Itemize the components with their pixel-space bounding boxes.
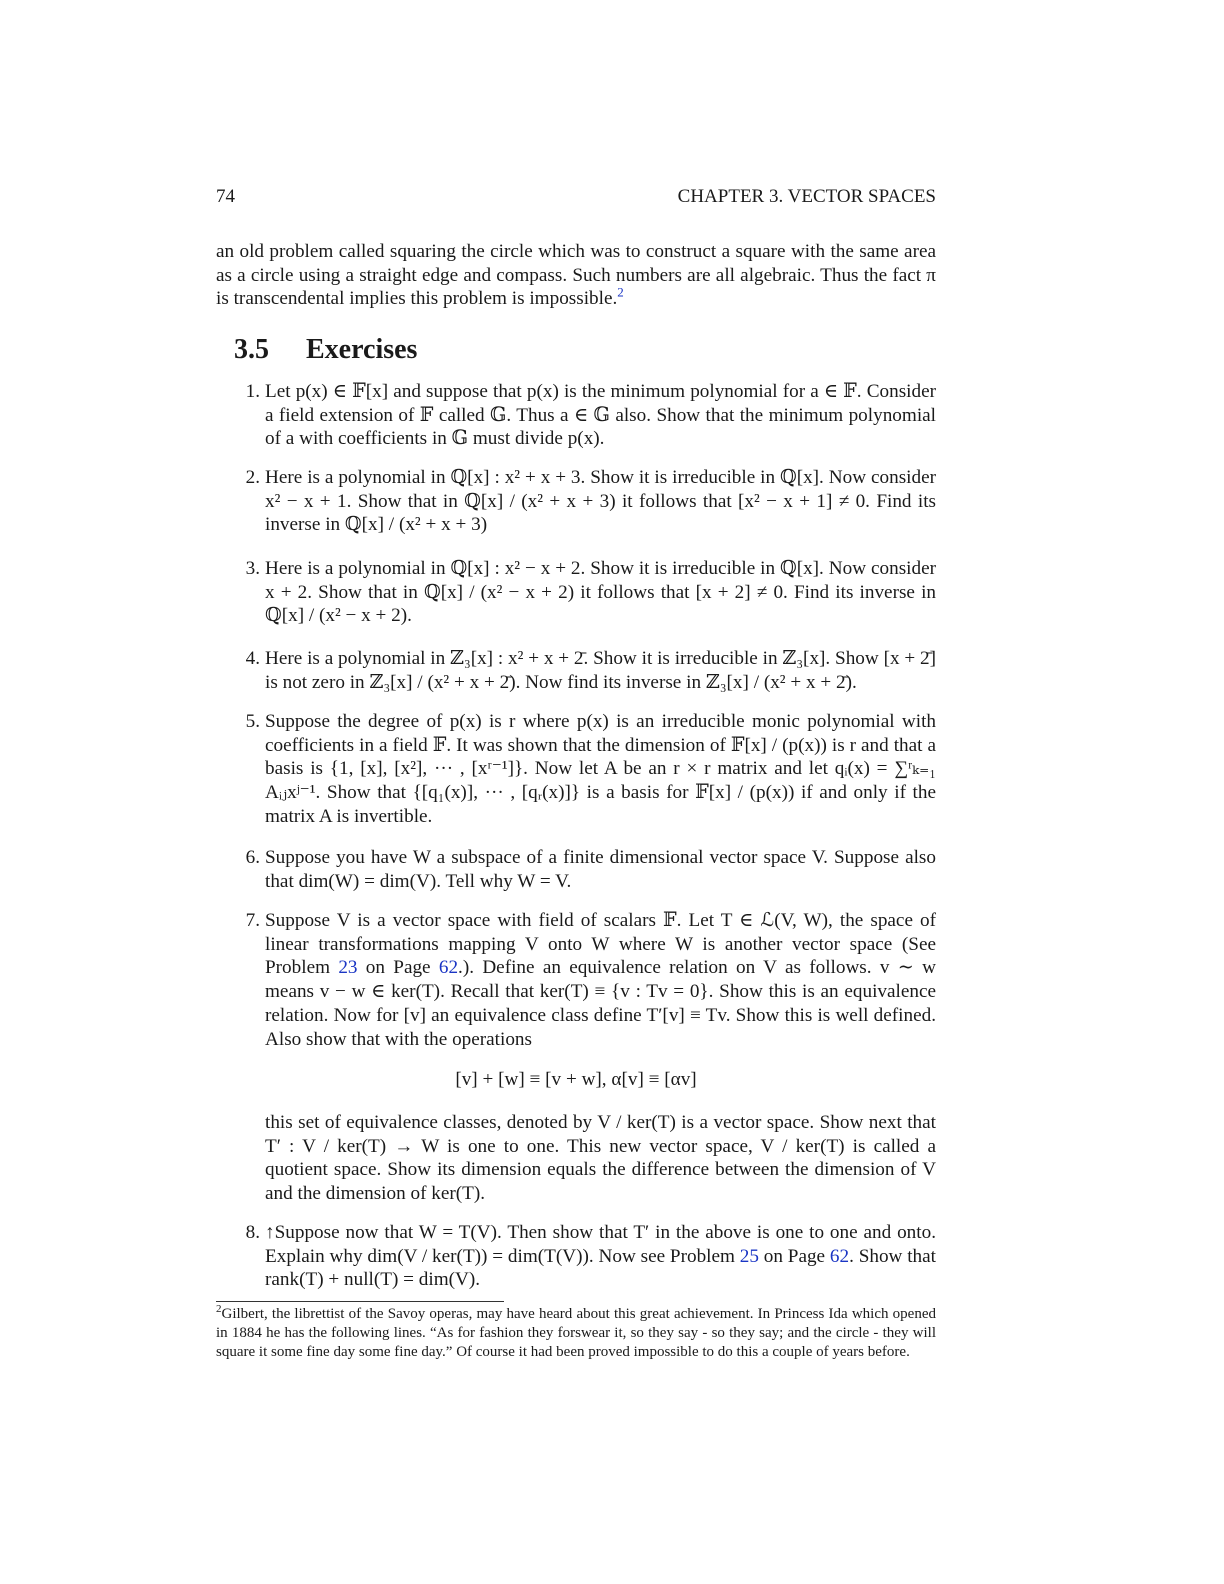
exercise-label: 4. bbox=[245, 648, 260, 669]
exercise-label: 2. bbox=[245, 467, 260, 488]
exercise-text bbox=[265, 1221, 936, 1292]
exercise-item bbox=[216, 380, 936, 451]
exercise-text-part: . Show that rank(T) + null(T) = dim(V). bbox=[265, 1245, 936, 1291]
exercise-text: Here is a polynomial in ℚ[x] : x² − x + 2. Show it is irreducible in ℚ[x]. Now consider x + 2. Show that in ℚ[x] / (x² − x + 2) it follows that [x + 2] ≠ 0. Find its inverse in ℚ[x] / (x² − x + 2). bbox=[265, 558, 936, 627]
exercise-label: 1. bbox=[245, 381, 260, 402]
exercise-item bbox=[216, 846, 936, 893]
exercise-item bbox=[216, 909, 936, 1051]
exercise-text-part: ↑Suppose now that W = T(V). Then show that T′ in the above is one to one and onto. Explain why dim(V / ker(T)) = dim(T(V)). Now see Problem bbox=[265, 1222, 936, 1267]
section-heading bbox=[234, 334, 417, 366]
exercise-continuation bbox=[216, 1111, 936, 1206]
problem-link[interactable]: 25 bbox=[739, 1245, 759, 1267]
page-link[interactable]: 62 bbox=[438, 957, 459, 979]
section-title: Exercises bbox=[306, 334, 418, 365]
page bbox=[216, 0, 936, 1584]
display-equation: [v] + [w] ≡ [v + w], α[v] ≡ [αv] bbox=[455, 1069, 697, 1090]
exercise-item bbox=[216, 710, 936, 829]
exercise-text: Suppose the degree of p(x) is r where p(x) is an irreducible monic polynomial with coefficients in a field 𝔽. It was shown that the dimension of 𝔽[x] / (p(x)) is r and that a basis is {1, [x], [x²], ··· , [xʳ⁻¹]}. Now let A be an r × r matrix and let qᵢ(x) = ∑ʳₖ₌₁ Aᵢⱼxʲ⁻¹. Show that {[q₁(x)], ··· , [qᵣ(x)]} is a basis for 𝔽[x] / (p(x)) if and only if the matrix A is invertible. bbox=[265, 711, 936, 827]
exercise-text bbox=[265, 909, 936, 1051]
exercise-text: Let p(x) ∈ 𝔽[x] and suppose that p(x) is the minimum polynomial for a ∈ 𝔽. Consider a field extension of 𝔽 called 𝔾. Thus a ∈ 𝔾 also. Show that the minimum polynomial of a with coefficients in 𝔾 must divide p(x). bbox=[265, 381, 936, 450]
exercise-item bbox=[216, 1221, 936, 1292]
page-number: 74 bbox=[216, 186, 235, 207]
exercise-text-part: Suppose V is a vector space with field of scalars 𝔽. Let T ∈ ℒ(V, W), the space of linear transformations mapping V onto W where W is another vector space (See Problem bbox=[265, 910, 936, 979]
footnote-text: Gilbert, the librettist of the Savoy operas, may have heard about this great achievement. In Princess Ida which opened in 1884 he has the following lines. “As for fashion they forswear it, so they say - so they say; and the circle - they will square it some fine day some fine day.” Of course it had been proved impossible to do this a couple of years before. bbox=[216, 1306, 936, 1360]
section-number: 3.5 bbox=[234, 334, 269, 365]
exercise-item bbox=[216, 557, 936, 628]
problem-link[interactable]: 23 bbox=[338, 957, 358, 979]
footnote bbox=[216, 1305, 936, 1362]
intro-text: an old problem called squaring the circle which was to construct a square with the same area as a circle using a straight edge and compass. Such numbers are all algebraic. Thus the fact π is transcendental implies this problem is impossible. bbox=[216, 241, 936, 310]
exercise-label: 6. bbox=[245, 847, 260, 868]
exercise-text: Suppose you have W a subspace of a finite dimensional vector space V. Suppose also that dim(W) = dim(V). Tell why W = V. bbox=[265, 847, 936, 892]
page-link[interactable]: 62 bbox=[829, 1245, 850, 1267]
exercise-label: 7. bbox=[245, 910, 260, 931]
footnote-rule bbox=[216, 1301, 504, 1302]
exercise-item bbox=[216, 466, 936, 537]
exercise-text-part: on Page bbox=[357, 957, 439, 979]
exercise-label: 8. bbox=[245, 1222, 260, 1243]
exercise-text-part: on Page bbox=[758, 1245, 830, 1267]
footnote-number: 2 bbox=[216, 1303, 222, 1315]
exercise-label: 3. bbox=[245, 558, 260, 579]
intro-paragraph bbox=[216, 240, 936, 311]
exercise-text-part: .). Define an equivalence relation on V as follows. v ∼ w means v − w ∈ ker(T). Recall that ker(T) ≡ {v : Tv = 0}. Show this is an equivalence relation. Now for [v] an equivalence class define T′[v] ≡ Tv. Show this is well defined. Also show that with the operations bbox=[265, 957, 936, 1050]
exercise-item bbox=[216, 647, 936, 694]
exercise-label: 5. bbox=[245, 711, 260, 732]
exercise-text: this set of equivalence classes, denoted by V / ker(T) is a vector space. Show next that T′ : V / ker(T) → W is one to one. This new vector space, V / ker(T) is called a quotient space. Show its dimension equals the difference between the dimension of V and the dimension of ker(T). bbox=[265, 1112, 936, 1205]
exercise-text: Here is a polynomial in ℚ[x] : x² + x + 3. Show it is irreducible in ℚ[x]. Now consider x² − x + 1. Show that in ℚ[x] / (x² + x + 3) it follows that [x² − x + 1] ≠ 0. Find its inverse in ℚ[x] / (x² + x + 3) bbox=[265, 467, 936, 536]
exercise-text: Here is a polynomial in ℤ₃[x] : x² + x + 2̄. Show it is irreducible in ℤ₃[x]. Show [x + 2̄] is not zero in ℤ₃[x] / (x² + x + 2̄). Now find its inverse in ℤ₃[x] / (x² + x + 2̄). bbox=[265, 648, 936, 693]
footnote-marker-link[interactable]: 2 bbox=[617, 285, 624, 301]
chapter-title: CHAPTER 3. VECTOR SPACES bbox=[677, 186, 936, 207]
